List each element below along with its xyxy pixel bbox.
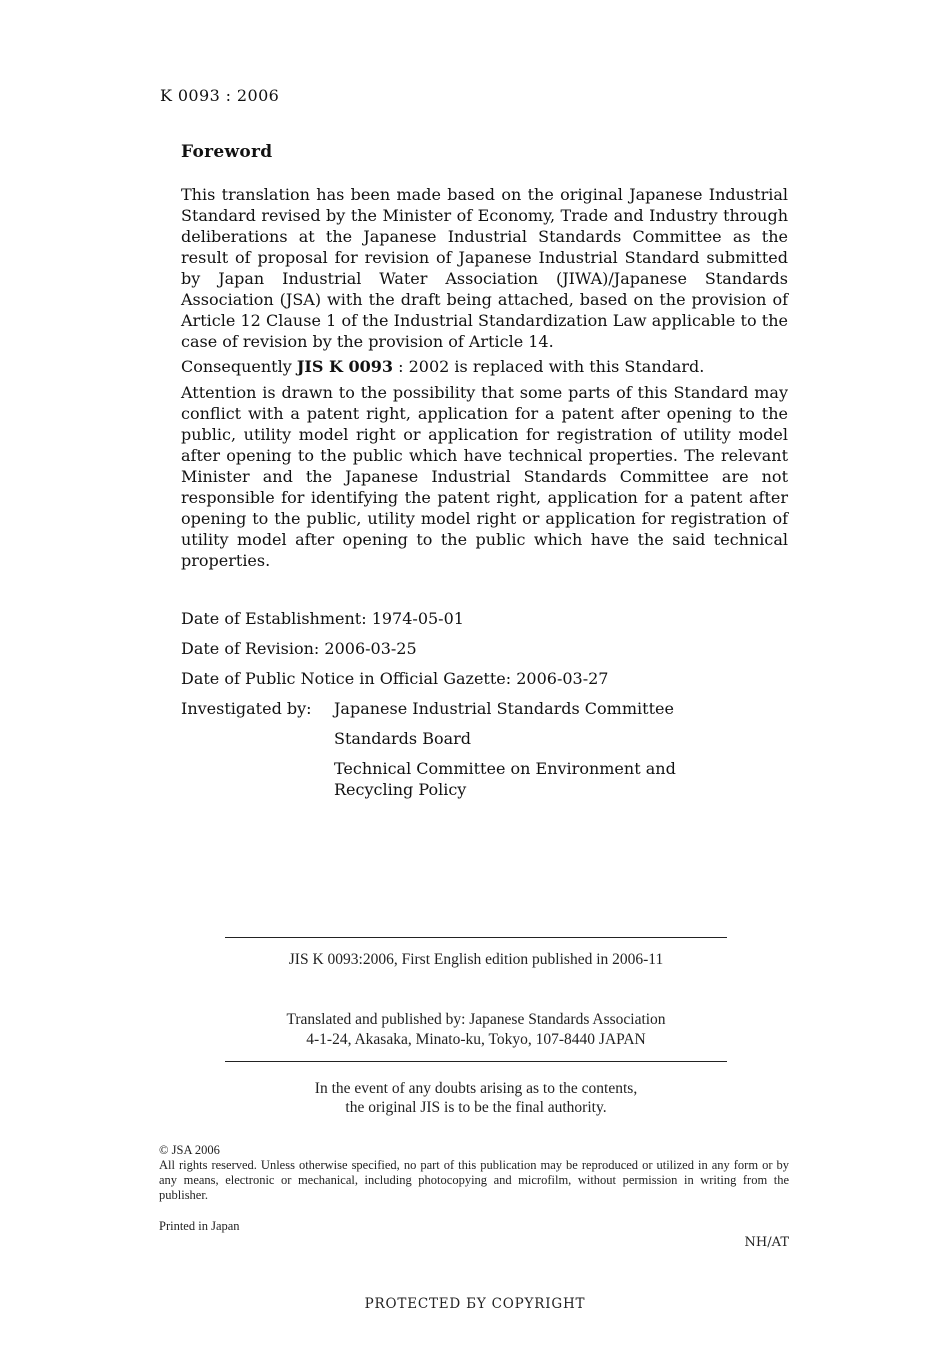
standard-dates [181, 608, 714, 809]
date-of-public-notice: Date of Public Notice in Official Gazette: 2006-03-27 [181, 669, 609, 688]
foreword-paragraph-2 [181, 356, 788, 377]
authority-note-line-1: In the event of any doubts arising as to the contents, [314, 1080, 638, 1097]
foreword-paragraph-1 [181, 184, 788, 352]
replacement-prefix: Consequently [181, 357, 297, 376]
foreword-heading: Foreword [181, 142, 273, 162]
standard-code: K 0093 : 2006 [160, 86, 280, 105]
translator-code: NH/AT [744, 1235, 789, 1250]
printed-in: Printed in Japan [159, 1219, 240, 1233]
investigating-body: Standards Board [334, 729, 472, 748]
date-of-revision: Date of Revision: 2006-03-25 [181, 639, 417, 658]
replaced-standard-code: JIS K 0093 [296, 357, 394, 376]
divider-top [225, 937, 727, 938]
publisher-line: Translated and published by: Japanese Standards Association [286, 1011, 666, 1028]
protected-by-copyright: PROTECTED БY COPYRIGHT [364, 1296, 586, 1312]
publisher-block [225, 1010, 727, 1050]
foreword-paragraph-2-text [181, 356, 788, 377]
copyright-owner: © JSA 2006 [159, 1143, 220, 1157]
foreword-paragraph-3 [181, 382, 788, 571]
foreword-paragraph-3-text: Attention is drawn to the possibility that some parts of this Standard may conflict with a patent right, application for a patent after opening to the public, utility model right or application for registration of utility model after opening to the public which have technical properties. The relevant Minister and the Japanese Industrial Standards Committee are not responsible for identifying the patent right, application for a patent after opening to the public, utility model right or application for registration of utility model after opening to the public which have the said technical properties. [181, 383, 788, 570]
foreword-paragraph-1-text: This translation has been made based on the original Japanese Industrial Standard revised by the Minister of Economy, Trade and Industry through deliberations at the Japanese Industrial Standards Committee as the result of proposal for revision of Japanese Industrial Standard submitted by Japan Industrial Water Association (JIWA)/Japanese Standards Association (JSA) with the draft being attached, based on the provision of Article 12 Clause 1 of the Industrial Standardization Law applicable to the case of revision by the provision of Article 14. [181, 185, 788, 351]
investigating-body: Japanese Industrial Standards Committee [334, 699, 674, 718]
authority-note [225, 1079, 727, 1117]
investigating-body: Technical Committee on Environment and Recycling Policy [334, 759, 676, 799]
investigated-by [181, 698, 714, 809]
copyright-notice: All rights reserved. Unless otherwise specified, no part of this publication may be reproduced or utilized in any form or by any means, electronic or mechanical, including photocopying and microfilm, without permission in writing from the publisher. [159, 1158, 789, 1202]
investigated-by-list [334, 698, 714, 809]
investigated-by-label: Investigated by: [181, 699, 312, 718]
edition-line: JIS K 0093:2006, First English edition published in 2006-11 [288, 951, 664, 968]
replacement-suffix: : 2002 is replaced with this Standard. [393, 357, 705, 376]
authority-note-line-2: the original JIS is to be the final authority. [345, 1099, 607, 1116]
copyright-block [159, 1143, 789, 1203]
publisher-address: 4-1-24, Akasaka, Minato-ku, Tokyo, 107-8440 JAPAN [306, 1031, 646, 1048]
divider-bottom [225, 1061, 727, 1062]
date-of-establishment: Date of Establishment: 1974-05-01 [181, 609, 464, 628]
